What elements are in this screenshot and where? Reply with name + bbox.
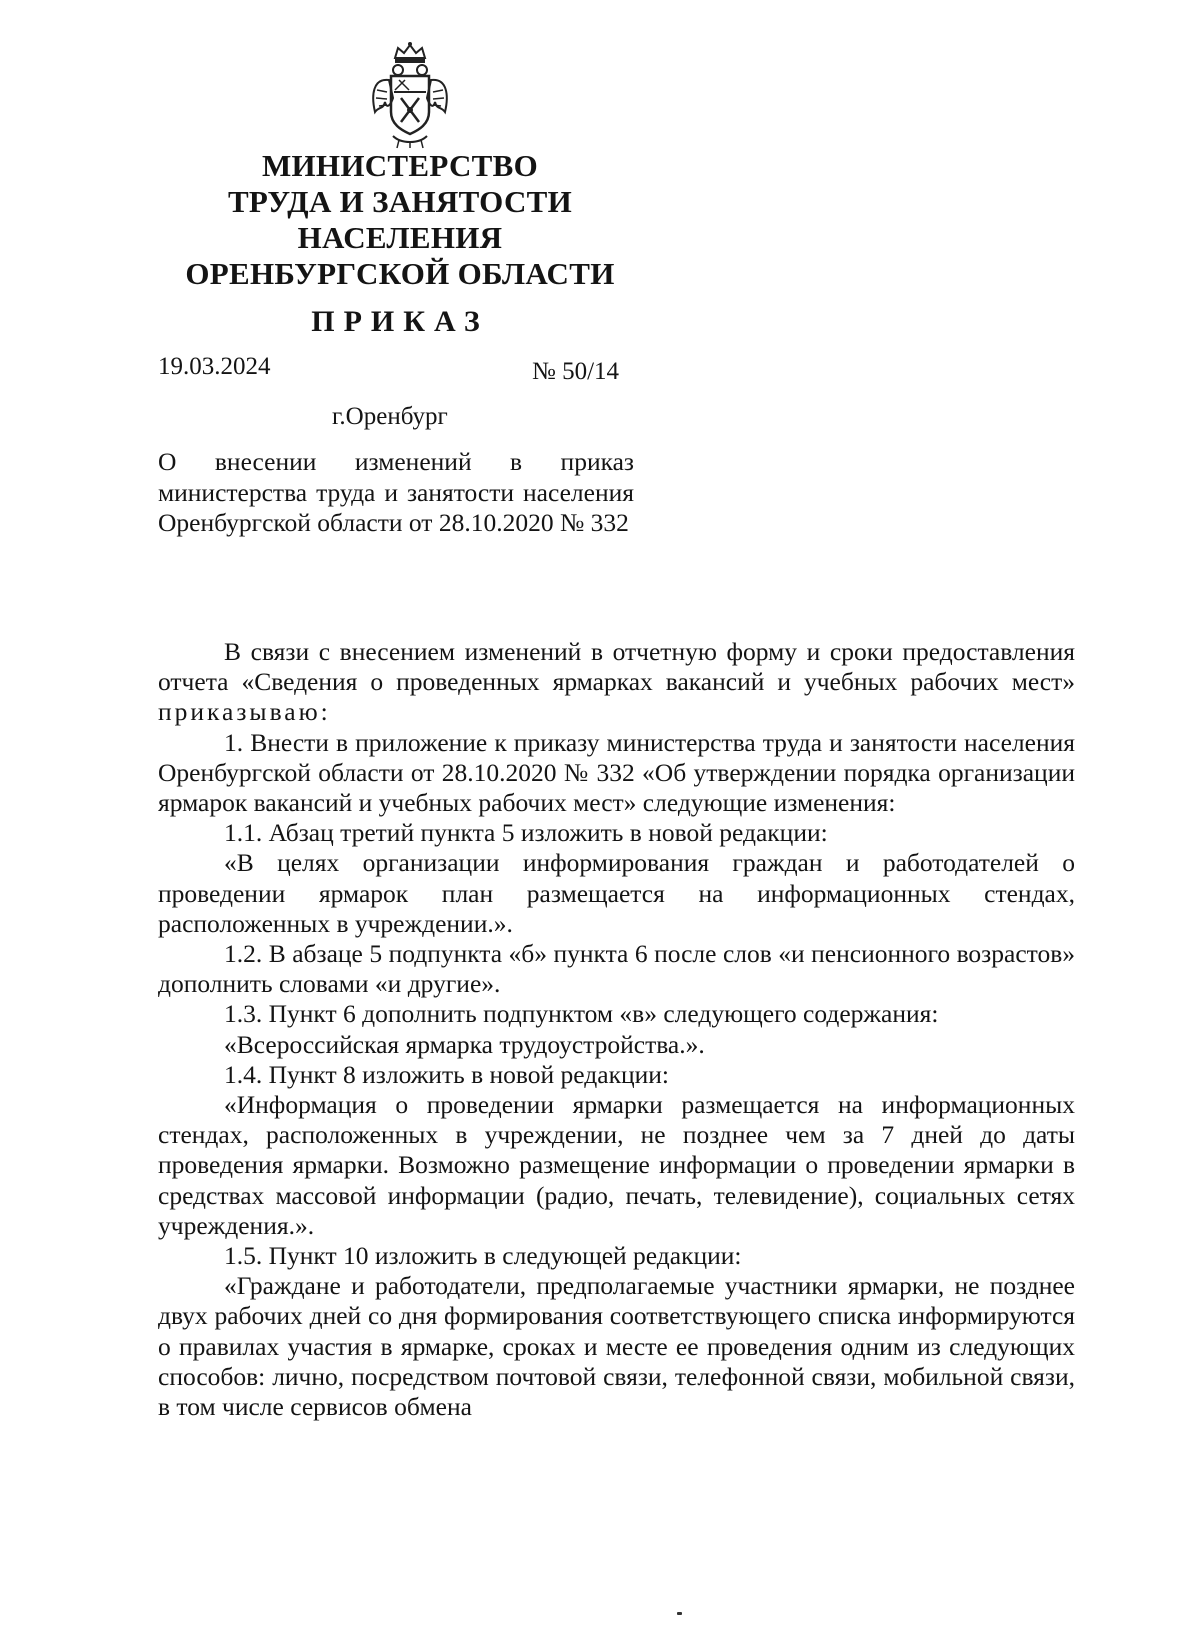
paragraph-1-5-text: «Граждане и работодатели, предполагаемые участники ярмарки, не позднее двух рабочих дней со дня формирования соответствующего списка информируются о правилах участия в ярмарке, сроках и месте ее проведения одним из следующих способов: лично, посредством почтовой связи, телефонной связи, мобильной связи, в том числе сервисов обмена [158, 1271, 1075, 1422]
order-word: приказываю [158, 697, 321, 727]
paragraph-1-1: 1.1. Абзац третий пункта 5 изложить в новой редакции: [224, 818, 828, 848]
intro-text: В связи с внесением изменений в отчетную форму и сроки предоставления отчета «Сведения о проведенных ярмарках вакансий и учебных рабочих мест» [158, 637, 1075, 697]
paragraph-1-3: 1.3. Пункт 6 дополнить подпунктом «в» следующего содержания: [224, 999, 939, 1029]
order-title: ПРИКАЗ [311, 305, 489, 338]
paragraph-1-3-text: «Всероссийская ярмарка трудоустройства.». [224, 1029, 705, 1059]
intro-paragraph [158, 637, 1075, 728]
paragraph-1-5: 1.5. Пункт 10 изложить в следующей редакции: [224, 1241, 742, 1271]
coat-of-arms-icon [365, 40, 455, 150]
order-subject: О внесении изменений в приказ министерства труда и занятости населения Оренбургской области от 28.10.2020 № 332 [158, 447, 634, 537]
ministry-line-4: ОРЕНБУРГСКОЙ ОБЛАСТИ [185, 256, 615, 291]
ministry-line-3: НАСЕЛЕНИЯ [297, 220, 503, 255]
paragraph-1-2: 1.2. В абзаце 5 подпункта «б» пункта 6 после слов «и пенсионного возрастов» дополнить словами «и другие». [158, 939, 1075, 999]
order-city: г.Оренбург [332, 403, 448, 430]
paragraph-1-4: 1.4. Пункт 8 изложить в новой редакции: [224, 1059, 669, 1089]
ministry-name [150, 148, 650, 292]
ministry-line-1: МИНИСТЕРСТВО [261, 148, 539, 183]
order-body [158, 637, 1075, 1422]
order-date: 19.03.2024 [158, 353, 271, 380]
scan-mark [677, 1612, 682, 1615]
ministry-line-2: ТРУДА И ЗАНЯТОСТИ [227, 184, 573, 219]
order-number: № 50/14 [532, 358, 620, 385]
intro-end: : [320, 697, 328, 727]
paragraph-1: 1. Внести в приложение к приказу министерства труда и занятости населения Оренбургской области от 28.10.2020 № 332 «Об утверждении порядка организации ярмарок вакансий и учебных рабочих мест» следующие изменения: [158, 727, 1075, 818]
paragraph-1-4-text: «Информация о проведении ярмарки размещается на информационных стендах, расположенных в учреждении, не позднее чем за 7 дней до даты проведения ярмарки. Возможно размещение информации о проведении ярмарки в средствах массовой информации (радио, печать, телевидение), социальных сетях учреждения.». [158, 1090, 1075, 1240]
paragraph-1-1-text: «В целях организации информирования граждан и работодателей о проведении ярмарок план размещается на информационных стендах, расположенных в учреждении.». [158, 848, 1075, 938]
